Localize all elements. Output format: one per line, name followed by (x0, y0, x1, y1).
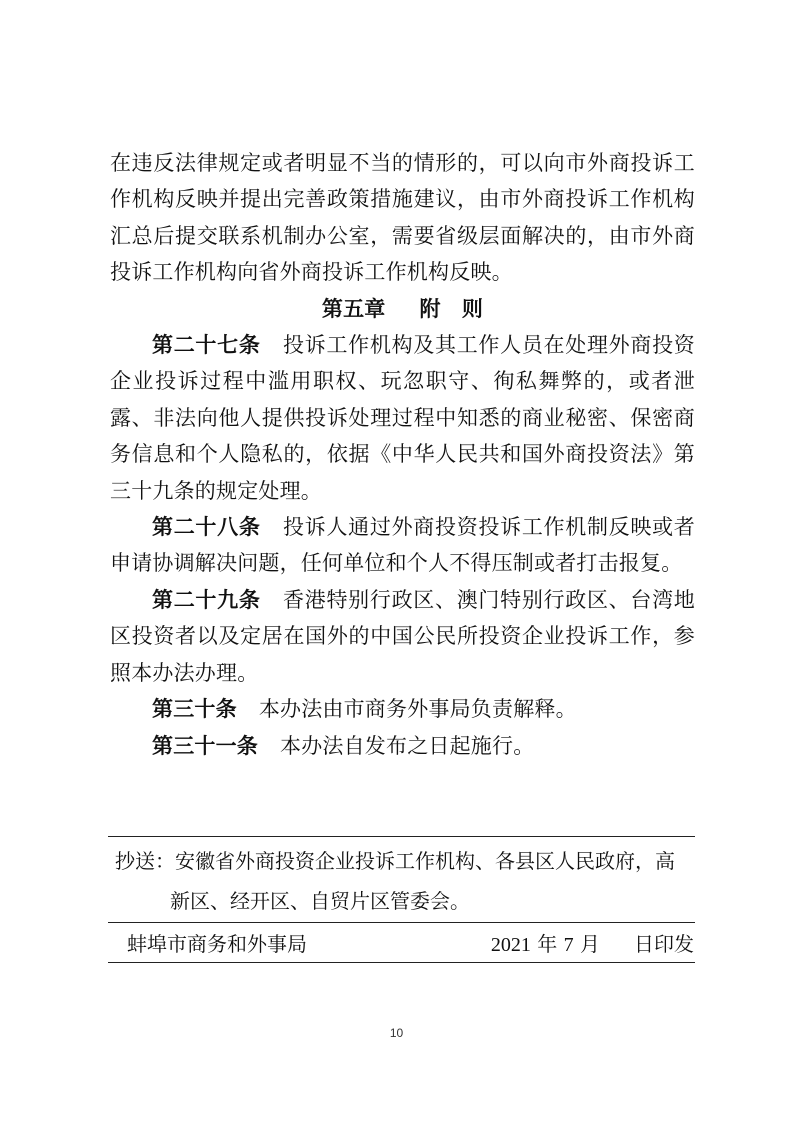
imprint-bottom-rule (108, 962, 695, 963)
continuation-paragraph: 在违反法律规定或者明显不当的情形的，可以向市外商投诉工作机构反映并提出完善政策措施建议，由市外商投诉工作机构汇总后提交联系机制办公室，需要省级层面解决的，由市外商投诉工作机构向省外商投诉工作机构反映。 (110, 151, 695, 285)
cc-block (115, 841, 690, 921)
issue-month: 7 (563, 934, 574, 956)
article-label: 第三十条 (152, 697, 237, 722)
article-text: 香港特别行政区、澳门特别行政区、台湾地区投资者以及定居在国外的中国公民所投资企业投诉工作，参照本办法办理。 (110, 587, 695, 685)
page-number: 10 (389, 1026, 404, 1040)
cc-line-1: 抄送：安徽省外商投资企业投诉工作机构、各县区人民政府，高 (115, 849, 675, 873)
chapter-heading (110, 291, 695, 327)
article-31 (110, 728, 695, 764)
article-27 (110, 327, 695, 509)
document-body (110, 145, 695, 764)
cc-top-rule (108, 836, 695, 837)
article-29 (110, 582, 695, 691)
article-text: 投诉人通过外商投资投诉工作机制反映或者申请协调解决问题，任何单位和个人不得压制或者打击报复。 (110, 515, 695, 576)
year-unit: 年 (537, 932, 558, 956)
cc-line-2: 新区、经开区、自贸片区管委会。 (170, 889, 470, 913)
article-label: 第二十七条 (152, 333, 261, 358)
cc-bottom-rule (108, 922, 695, 923)
issue-day-suffix: 日印发 (634, 932, 694, 956)
article-30 (110, 691, 695, 727)
article-text: 投诉工作机构及其工作人员在处理外商投资企业投诉过程中滥用职权、玩忽职守、徇私舞弊的，或者泄露、非法向他人提供投诉处理过程中知悉的商业秘密、保密商务信息和个人隐私的，依据《中华人民共和国外商投资法》第三十九条的规定处理。 (110, 333, 695, 503)
issue-year: 2021 (490, 934, 531, 956)
month-unit: 月 (580, 932, 600, 956)
issue-date (491, 929, 694, 960)
article-28 (110, 509, 695, 582)
article-text: 本办法自发布之日起施行。 (280, 733, 535, 758)
chapter-number: 第五章 (321, 296, 386, 321)
article-label: 第二十八条 (152, 515, 261, 540)
chapter-title: 附 则 (419, 296, 484, 321)
issuer-name: 蚌埠市商务和外事局 (127, 932, 307, 956)
article-label: 第二十九条 (152, 587, 261, 612)
article-text: 本办法由市商务外事局负责解释。 (258, 697, 577, 722)
article-label: 第三十一条 (152, 733, 258, 758)
